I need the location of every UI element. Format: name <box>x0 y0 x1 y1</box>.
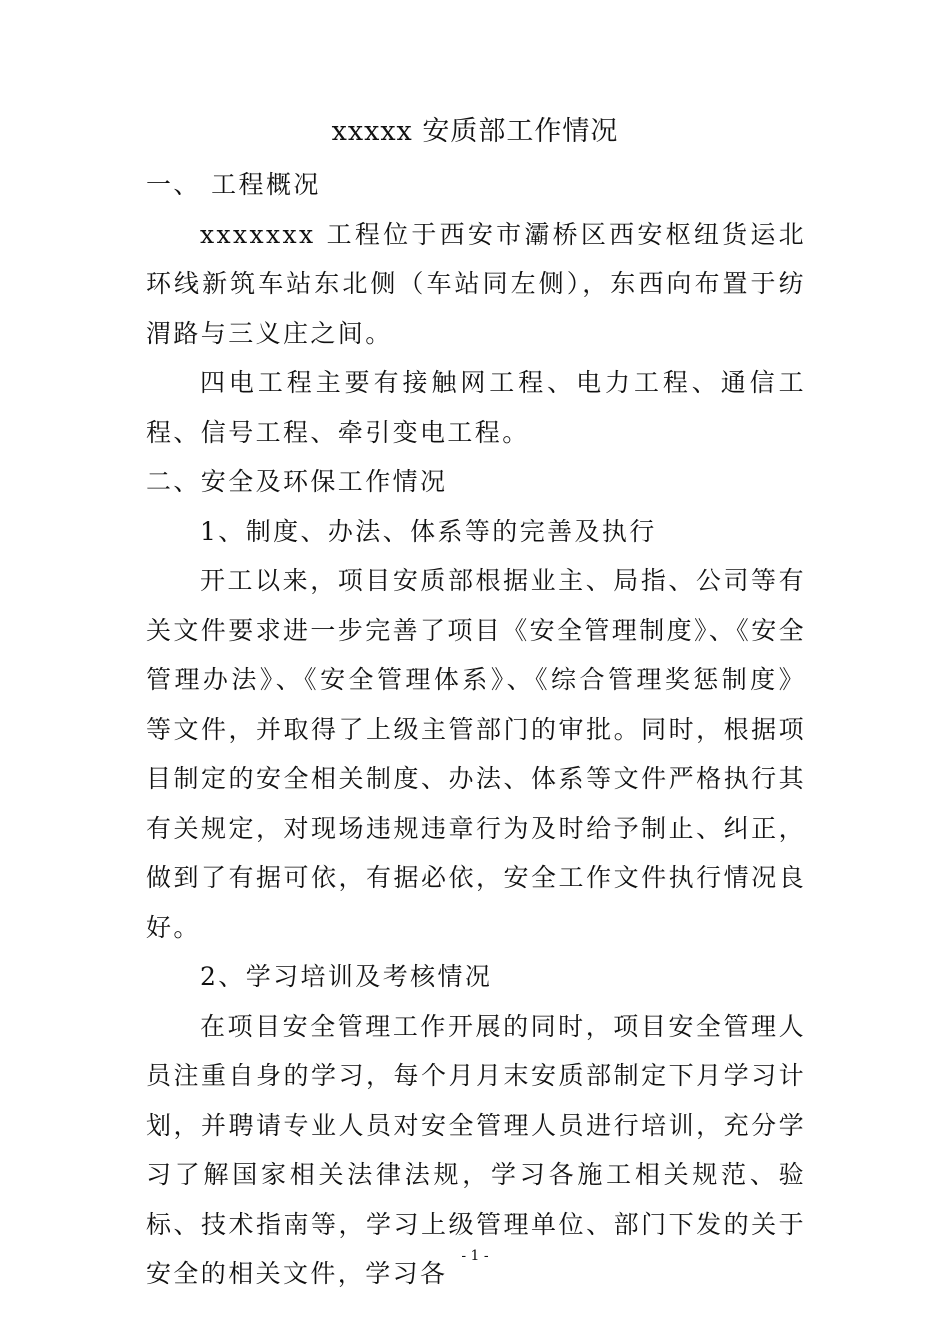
section-heading-overview: 一、 工程概况 <box>146 170 321 199</box>
paragraph-project-location: xxxxxxx 工程位于西安市灞桥区西安枢纽货运北环线新筑车站东北侧（车站同左侧），东西向布置于纺渭路与三义庄之间。 <box>146 219 806 348</box>
section-heading-safety: 二、安全及环保工作情况 <box>146 467 448 496</box>
subheading-training: 2、学习培训及考核情况 <box>200 962 493 991</box>
paragraph-system: 开工以来，项目安质部根据业主、局指、公司等有关文件要求进一步完善了项目《安全管理制度》、《安全管理办法》、《安全管理体系》、《综合管理奖惩制度》等文件，并取得了上级主管部门的审批。同时，根据项目制定的安全相关制度、办法、体系等文件严格执行其有关规定，对现场违规违章行为及时给予制止、纠正，做到了有据可依，有据必依，安全工作文件执行情况良好。 <box>146 566 807 942</box>
subheading-system: 1、制度、办法、体系等的完善及执行 <box>200 516 657 546</box>
page-number: - 1 - <box>461 1248 489 1264</box>
document-title: xxxxx 安质部工作情况 <box>331 116 619 147</box>
paragraph-training: 在项目安全管理工作开展的同时，项目安全管理人员注重自身的学习，每个月月末安质部制定下月学习计划，并聘请专业人员对安全管理人员进行培训，充分学习了解国家相关法律法规，学习各施工相关规范、验标、技术指南等，学习上级管理单位、部门下发的关于安全的相关文件，学习各 <box>146 1011 806 1288</box>
paragraph-project-scope: 四电工程主要有接触网工程、电力工程、通信工程、信号工程、牵引变电工程。 <box>146 368 806 447</box>
document-body <box>146 160 806 1299</box>
